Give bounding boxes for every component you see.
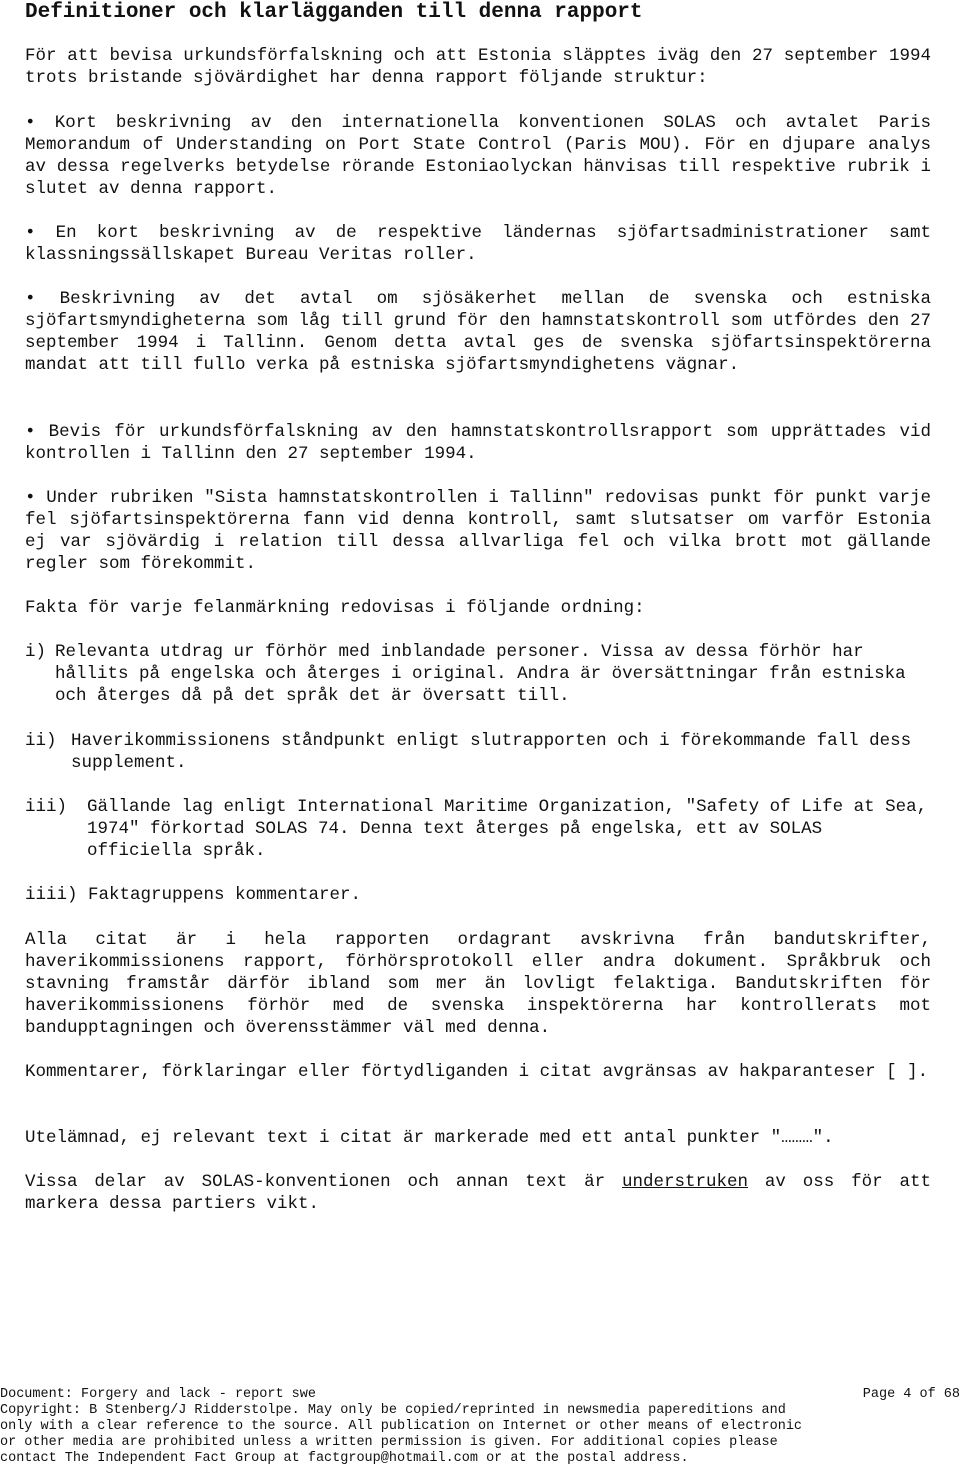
footer-contact: contact The Independent Fact Group at factgroup@hotmail.com or at the postal address. [0,1451,689,1466]
quotes-paragraph: Alla citat är i hela rapporten ordagrant avskrivna från bandutskrifter, haverikommissionens rapport, förhörsprotokoll eller andra dokument. Språkbruk och stavning framstår därför ibland som mer än lovligt felaktiga. Bandutskriften för haverikommissionens förhör med de svenska inspektörerna har kontrollerats mot bandupptagningen och överensstämmer väl med denna. [25,930,931,1038]
footer-document: Document: Forgery and lack - report swe [0,1387,316,1402]
list-marker: iii) [25,797,68,817]
underline-after: av oss för att markera dessa partiers vikt. [25,1172,932,1214]
list-marker: ii) [25,731,57,751]
underline-before: Vissa delar av SOLAS-konventionen och annan text är [25,1172,622,1192]
list-item-i [25,641,931,707]
bullet-agreement: • Beskrivning av det avtal om sjösäkerhet mellan de svenska och estniska sjöfartsmyndigheterna som låg till grund för den hamnstatskontroll som utfördes den 27 september 1994 i Tallinn. Genom detta avtal ges de svenska sjöfartsinspektörerna mandat att till fullo verka på estniska sjöfartsmyndighetens vägnar. [25,289,931,375]
intro-paragraph: För att bevisa urkundsförfalskning och att Estonia släpptes iväg den 27 september 1994 trots bristande sjövärdighet har denna rapport följande struktur: [25,46,931,88]
footer-page-number: Page 4 of 68 [862,1387,960,1402]
omitted-paragraph: Utelämnad, ej relevant text i citat är markerade med ett antal punkter "………". [25,1128,834,1148]
bullet-administrations: • En kort beskrivning av de respektive ländernas sjöfartsadministrationer samt klassningssällskapet Bureau Veritas roller. [25,223,931,265]
list-text: Relevanta utdrag ur förhör med inblandade personer. Vissa av dessa förhör har hållits på engelska och återges i original. Andra är översättningar från estniska och återges då på det språk det är översatt till. [55,642,906,706]
footer-reference: only with a clear reference to the source. All publication on Internet or other means of electronic [0,1419,803,1434]
underlined-word: understruken [622,1172,749,1192]
bullet-forgery-proof: • Bevis för urkundsförfalskning av den hamnstatskontrollsrapport som upprättades vid kontrollen i Tallinn den 27 september 1994. [25,422,931,464]
list-marker: i) [25,642,47,662]
list-text: Gällande lag enligt International Maritime Organization, "Safety of Life at Sea, 1974" förkortad SOLAS 74. Denna text återges på engelska, ett av SOLAS officiella språk. [87,797,928,861]
list-marker: iiii) [25,885,78,905]
list-text: Faktagruppens kommentarer. [88,885,362,905]
footer-copyright: Copyright: B Stenberg/J Ridderstolpe. May only be copied/reprinted in newsmedia papereditions and [0,1403,786,1418]
page-footer [0,1387,960,1467]
list-item-iiii [25,884,931,906]
bullet-solas: • Kort beskrivning av den internationella konventionen SOLAS och avtalet Paris Memorandum of Understanding on Port State Control (Paris MOU). För en djupare analys av dessa regelverks betydelse rörande Estoniaolyckan hänvisas till respektive rubrik i slutet av denna rapport. [25,113,931,199]
facts-intro: Fakta för varje felanmärkning redovisas i följande ordning: [25,598,645,618]
footer-permission: or other media are prohibited unless a written permission is given. For additional copies please [0,1435,778,1450]
comments-paragraph: Kommentarer, förklaringar eller förtydliganden i citat avgränsas av hakparanteser [ ]. [25,1062,929,1082]
bullet-last-inspection: • Under rubriken "Sista hamnstatskontrollen i Tallinn" redovisas punkt för punkt varje fel sjöfartsinspektörerna fann vid denna kontroll, samt slutsatser om varför Estonia ej var sjövärdig i relation till dessa allvarliga fel och vilka brott mot gällande regler som förekommit. [25,488,931,574]
list-item-ii [25,730,931,774]
list-item-iii [25,796,931,862]
list-text: Haverikommissionens ståndpunkt enligt slutrapporten och i förekommande fall dess supplement. [71,731,912,773]
page-title: Definitioner och klarlägganden till denna rapport [25,1,643,24]
underline-paragraph [25,1171,931,1215]
